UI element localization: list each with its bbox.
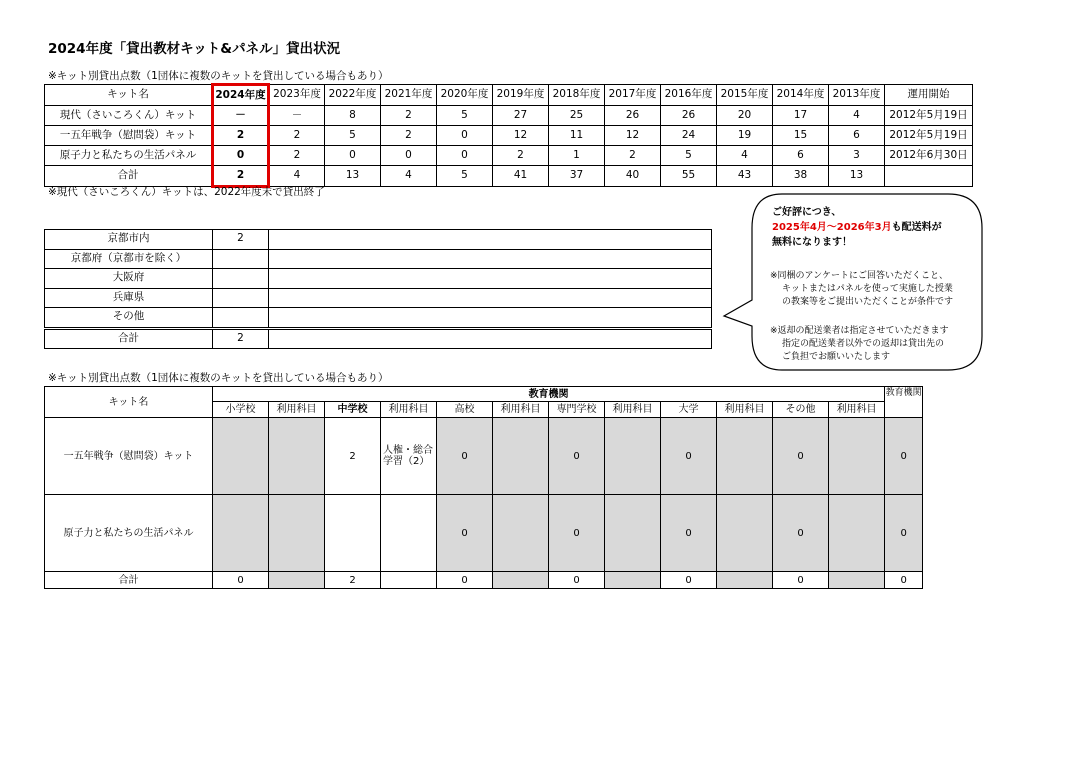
value-cell: 0 [661, 495, 717, 572]
value-cell: 13 [829, 166, 885, 187]
blank-cell [269, 269, 712, 289]
region-cell: 京都市内 [45, 230, 213, 250]
header-row [45, 387, 923, 402]
subheader-cell: 利用科目 [493, 402, 549, 418]
table-row [45, 230, 712, 250]
value-cell: 12 [493, 126, 549, 146]
subheader-cell-blank [885, 402, 923, 418]
subheader-cell: 利用科目 [381, 402, 437, 418]
value-cell [493, 495, 549, 572]
value-cell: 41 [493, 166, 549, 187]
value-cell: 11 [549, 126, 605, 146]
blank-cell [269, 328, 712, 349]
value-cell: 0 [885, 572, 923, 589]
total-label-cell: 合計 [45, 166, 213, 187]
value-cell [269, 572, 325, 589]
value-cell [493, 418, 549, 495]
value-cell: 0 [437, 572, 493, 589]
value-cell: 27 [493, 106, 549, 126]
value-cell: 4 [269, 166, 325, 187]
bubble-line1: ご好評につき、 [772, 207, 842, 218]
kit-header: キット名 [45, 387, 213, 418]
bubble-note2-line3: ご負担でお願いいたします [782, 352, 891, 362]
header-cell: 2018年度 [549, 85, 605, 106]
value-cell: 2 [269, 126, 325, 146]
header-cell-current-year: 2024年度 [213, 85, 269, 106]
bubble-note1-line3: の教案等をご提出いただくことが条件です [782, 297, 954, 307]
header-cell: 2017年度 [605, 85, 661, 106]
kit-name-cell: 一五年戦争（慰問袋）キット [45, 418, 213, 495]
value-cell: 15 [773, 126, 829, 146]
value-cell: 0 [381, 146, 437, 166]
bubble-note1-line2: キットまたはパネルを使って実施した授業 [782, 284, 953, 294]
subheader-cell: 利用科目 [605, 402, 661, 418]
value-cell: 37 [549, 166, 605, 187]
value-cell: 43 [717, 166, 773, 187]
total-row [45, 328, 712, 349]
value-cell: 0 [437, 495, 493, 572]
value-cell [381, 495, 437, 572]
value-cell [493, 572, 549, 589]
value-cell: 2 [605, 146, 661, 166]
value-cell: 0 [773, 495, 829, 572]
value-cell [213, 418, 269, 495]
value-cell [605, 418, 661, 495]
header-cell: 2021年度 [381, 85, 437, 106]
value-cell: 2 [381, 126, 437, 146]
value-cell [213, 249, 269, 269]
table-row [45, 308, 712, 329]
value-cell: 0 [885, 418, 923, 495]
value-cell: 0 [213, 572, 269, 589]
value-cell [717, 495, 773, 572]
subheader-cell: 利用科目 [717, 402, 773, 418]
value-cell: 2 [325, 418, 381, 495]
value-cell: 24 [661, 126, 717, 146]
value-cell: 5 [437, 166, 493, 187]
value-cell [325, 495, 381, 572]
header-cell: 2022年度 [325, 85, 381, 106]
subheader-cell: 専門学校 [549, 402, 605, 418]
value-cell: － [269, 106, 325, 126]
value-cell: 0 [773, 572, 829, 589]
value-cell: 5 [661, 146, 717, 166]
free-period-text: 2025年4月～2026年3月 [772, 222, 892, 233]
section1-note: ※現代（さいころくん）キットは、2022年度末で貸出終了 [48, 186, 325, 198]
region-cell: 兵庫県 [45, 288, 213, 308]
subheader-cell: 小学校 [213, 402, 269, 418]
value-cell: 26 [661, 106, 717, 126]
region-cell: 京都府（京都市を除く） [45, 249, 213, 269]
blank-cell [269, 288, 712, 308]
table-row [45, 269, 712, 289]
value-cell: 6 [773, 146, 829, 166]
value-cell: 2 [213, 230, 269, 250]
value-cell: 0 [661, 572, 717, 589]
value-cell [269, 495, 325, 572]
value-cell: 0 [437, 146, 493, 166]
subheader-cell: 利用科目 [829, 402, 885, 418]
kit-name-cell: 現代（さいころくん）キット [45, 106, 213, 126]
table-row [45, 106, 973, 126]
bubble-line2-rest: も配送料が [891, 222, 942, 233]
start-date-cell: 2012年6月30日 [885, 146, 973, 166]
blank-cell [269, 230, 712, 250]
start-date-cell: 2012年5月19日 [885, 126, 973, 146]
region-table [44, 229, 712, 349]
kit-yearly-table [44, 83, 973, 188]
current-year-cell: 0 [213, 146, 269, 166]
kit-name-cell: 原子力と私たちの生活パネル [45, 495, 213, 572]
start-date-cell [885, 166, 973, 187]
header-cell: 2014年度 [773, 85, 829, 106]
header-cell: 2013年度 [829, 85, 885, 106]
value-cell [829, 572, 885, 589]
bubble-note1-line1: ※同梱のアンケートにご回答いただくこと、 [770, 271, 949, 281]
value-cell [605, 572, 661, 589]
value-cell: 5 [325, 126, 381, 146]
header-cell: 2020年度 [437, 85, 493, 106]
value-cell: 2 [325, 572, 381, 589]
kit-name-cell: 原子力と私たちの生活パネル [45, 146, 213, 166]
start-date-cell: 2012年5月19日 [885, 106, 973, 126]
value-cell [213, 269, 269, 289]
value-cell: 12 [605, 126, 661, 146]
value-cell: 4 [717, 146, 773, 166]
region-cell: その他 [45, 308, 213, 329]
value-cell: 2 [381, 106, 437, 126]
institution-table [44, 386, 923, 589]
value-cell [717, 418, 773, 495]
section1-caption: ※キット別貸出点数（1団体に複数のキットを貸出している場合もあり） [48, 70, 389, 82]
value-cell: 0 [549, 572, 605, 589]
header-cell: キット名 [45, 85, 213, 106]
header-cell: 2016年度 [661, 85, 717, 106]
table-row [45, 126, 973, 146]
group-header: 教育機関 [213, 387, 885, 402]
value-cell [829, 495, 885, 572]
header-cell: 2015年度 [717, 85, 773, 106]
blank-cell [269, 249, 712, 269]
bubble-line2 [772, 221, 942, 234]
bubble-note2-line1: ※返却の配送業者は指定させていただきます [770, 326, 949, 336]
value-cell [829, 418, 885, 495]
value-cell: 0 [661, 418, 717, 495]
value-cell [381, 572, 437, 589]
table-row [45, 249, 712, 269]
current-year-cell: 2 [213, 166, 269, 187]
value-cell: 0 [437, 418, 493, 495]
value-cell: 55 [661, 166, 717, 187]
value-cell: 17 [773, 106, 829, 126]
value-cell: 0 [549, 418, 605, 495]
value-cell: 2 [213, 328, 269, 349]
subheader-cell: 中学校 [325, 402, 381, 418]
value-cell [605, 495, 661, 572]
subheader-cell: 大学 [661, 402, 717, 418]
total-label-cell: 合計 [45, 328, 213, 349]
current-year-cell: － [213, 106, 269, 126]
table-row [45, 146, 973, 166]
value-cell: 20 [717, 106, 773, 126]
bubble-line3: 無料になります！ [772, 237, 852, 248]
table-row [45, 418, 923, 495]
extra-header: 教育機関 [885, 387, 923, 402]
subject-cell: 人権・総合学習（2） [381, 418, 437, 495]
value-cell: 4 [829, 106, 885, 126]
total-row [45, 572, 923, 589]
header-cell: 2019年度 [493, 85, 549, 106]
value-cell: 25 [549, 106, 605, 126]
value-cell [213, 495, 269, 572]
value-cell: 13 [325, 166, 381, 187]
value-cell [269, 418, 325, 495]
page-title: 2024年度「貸出教材キット&パネル」貸出状況 [48, 41, 341, 57]
value-cell: 38 [773, 166, 829, 187]
value-cell: 0 [549, 495, 605, 572]
header-cell: 2023年度 [269, 85, 325, 106]
value-cell: 1 [549, 146, 605, 166]
kit-name-cell: 一五年戦争（慰問袋）キット [45, 126, 213, 146]
subheader-cell: 高校 [437, 402, 493, 418]
value-cell: 26 [605, 106, 661, 126]
value-cell: 8 [325, 106, 381, 126]
value-cell [213, 308, 269, 329]
region-cell: 大阪府 [45, 269, 213, 289]
bubble-note2-line2: 指定の配送業者以外での返却は貸出先の [782, 339, 945, 349]
value-cell: 0 [885, 495, 923, 572]
value-cell: 2 [269, 146, 325, 166]
total-label-cell: 合計 [45, 572, 213, 589]
value-cell: 40 [605, 166, 661, 187]
value-cell [213, 288, 269, 308]
value-cell: 6 [829, 126, 885, 146]
value-cell [717, 572, 773, 589]
value-cell: 0 [437, 126, 493, 146]
current-year-cell: 2 [213, 126, 269, 146]
table-row [45, 288, 712, 308]
value-cell: 4 [381, 166, 437, 187]
section3-caption: ※キット別貸出点数（1団体に複数のキットを貸出している場合もあり） [48, 372, 389, 384]
subheader-cell: その他 [773, 402, 829, 418]
value-cell: 0 [325, 146, 381, 166]
value-cell: 19 [717, 126, 773, 146]
value-cell: 5 [437, 106, 493, 126]
blank-cell [269, 308, 712, 329]
table-row [45, 495, 923, 572]
header-row [45, 85, 973, 106]
value-cell: 2 [493, 146, 549, 166]
subheader-cell: 利用科目 [269, 402, 325, 418]
value-cell: 0 [773, 418, 829, 495]
value-cell: 3 [829, 146, 885, 166]
header-cell: 運用開始 [885, 85, 973, 106]
